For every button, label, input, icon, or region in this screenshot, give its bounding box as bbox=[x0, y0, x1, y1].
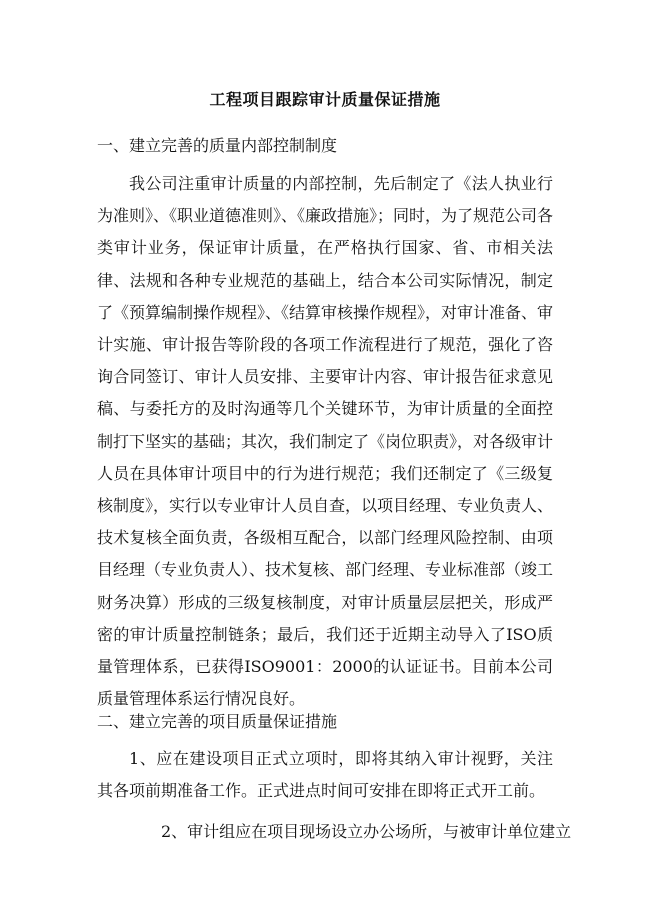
section-heading-2: 二、建立完善的项目质量保证措施 bbox=[97, 712, 338, 731]
section-2-item-1: 1、应在建设项目正式立项时，即将其纳入审计视野，关注其各项前期准备工作。正式进点时间可安排在即将正式开工前。 bbox=[97, 749, 553, 801]
section-1-paragraph: 我公司注重审计质量的内部控制，先后制定了《法人执业行为准则》、《职业道德准则》、《廉政措施》；同时，为了规范公司各类审计业务，保证审计质量，在严格执行国家、省、市相关法律、法规和各种专业规范的基础上，结合本公司实际情况，制定了《预算编制操作规程》、《结算审核操作规程》，对审计准备、审计实施、审计报告等阶段的各项工作流程进行了规范，强化了咨询合同签订、审计人员安排、主要审计内容、审计报告征求意见稿、与委托方的及时沟通等几个关键环节，为审计质量的全面控制打下坚实的基础；其次，我们制定了《岗位职责》，对各级审计人员在具体审计项目中的行为进行规范；我们还制定了《三级复核制度》，实行以专业审计人员自查，以项目经理、专业负责人、技术复核全面负责，各级相互配合，以部门经理风险控制、由项目经理（专业负责人）、技术复核、部门经理、专业标准部（竣工财务决算）形成的三级复核制度，对审计质量层层把关，形成严密的审计质量控制链条；最后，我们还于近期主动导入了ISO质量管理体系，已获得ISO9001：2000的认证证书。目前本公司质量管理体系运行情况良好。 bbox=[97, 174, 554, 709]
section-2-item-2: 2、审计组应在项目现场设立办公场所，与被审计单位建立 bbox=[161, 822, 572, 841]
document-title: 工程项目跟踪审计质量保证措施 bbox=[209, 90, 441, 109]
section-heading-1: 一、建立完善的质量内部控制制度 bbox=[97, 136, 338, 155]
